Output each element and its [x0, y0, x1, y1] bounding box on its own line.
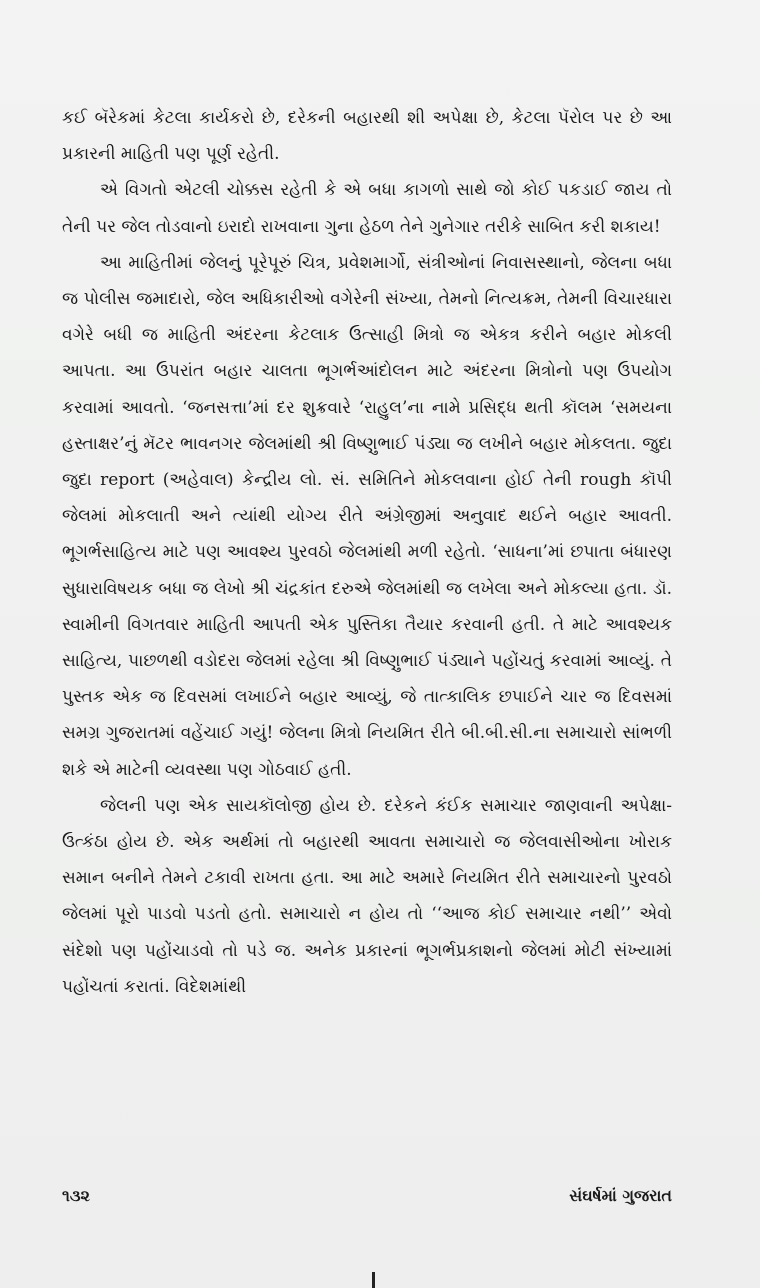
page-footer [62, 1186, 672, 1216]
paragraph-3: આ માહિતીમાં જેલનું પૂરેપૂરું ચિત્ર, પ્રવેશમાર્ગો, સંત્રીઓનાં નિવાસસ્થાનો, જેલના બધા જ પોલીસ જમાદારો, જેલ અધિકારીઓ વગેરેની સંખ્યા, તેમનો નિત્યક્રમ, તેમની વિચારધારા વગેરે બધી જ માહિતી અંદરના કેટલાક ઉત્સાહી મિત્રો જ એકત્ર કરીને બહાર મોકલી આપતા. આ ઉપરાંત બહાર ચાલતા ભૂગર્ભઆંદોલન માટે અંદરના મિત્રોનો પણ ઉપયોગ કરવામાં આવતો. ‘જનસત્તા’માં દર શુક્રવારે ‘રાહુલ’ના નામે પ્રસિદ્ધ થતી કૉલમ ‘સમયના હસ્તાક્ષર’નું મૅટર ભાવનગર જેલમાંથી શ્રી વિષ્ણુભાઈ પંડ્યા જ લખીને બહાર મોકલતા. જુદા જુદા report (અહેવાલ) કેન્દ્રીય લો. સં. સમિતિને મોકલવાના હોઈ તેની rough કૉપી જેલમાં મોકલાતી અને ત્યાંથી યોગ્ય રીતે અંગ્રેજીમાં અનુવાદ થઈને બહાર આવતી. ભૂગર્ભસાહિત્ય માટે પણ આવશ્ય પુરવઠો જેલમાંથી મળી રહેતો. ‘સાધના’માં છપાતા બંધારણ સુધારાવિષયક બધા જ લેખો શ્રી ચંદ્રકાંત દરુએ જેલમાંથી જ લખેલા અને મોકલ્યા હતા. ડૉ. સ્વામીની વિગતવાર માહિતી આપતી એક પુસ્તિકા તૈયાર કરવાની હતી. તે માટે આવશ્યક સાહિત્ય, પાછળથી વડોદરા જેલમાં રહેલા શ્રી વિષ્ણુભાઈ પંડ્યાને પહોંચતું કરવામાં આવ્યું. તે પુસ્તક એક જ દિવસમાં લખાઈને બહાર આવ્યું, જે તાત્કાલિક છપાઈને ચાર જ દિવસમાં સમગ્ર ગુજરાતમાં વહેંચાઈ ગયું! જેલના મિત્રો નિયમિત રીતે બી.બી.સી.ના સમાચારો સાંભળી શકે એ માટેની વ્યવસ્થા પણ ગોઠવાઈ હતી. [62, 252, 672, 780]
paragraph-4: જેલની પણ એક સાયકૉલોજી હોય છે. દરેકને કંઈક સમાચાર જાણવાની અપેક્ષા-ઉત્કંઠા હોય છે. એક અર્થમાં તો બહારથી આવતા સમાચારો જ જેલવાસીઓના ખોરાક સમાન બનીને તેમને ટકાવી રાખતા હતા. આ માટે અમારે નિયમિત રીતે સમાચારનો પુરવઠો જેલમાં પૂરો પાડવો પડતો હતો. સમાચારો ન હોય તો ‘‘આજ કોઈ સમાચાર નથી’’ એવો સંદેશો પણ પહોંચાડવો તો પડે જ. અનેક પ્રકારનાં ભૂગર્ભપ્રકાશનો જેલમાં મોટી સંખ્યામાં પહોંચતાં કરાતાં. વિદેશમાંથી [62, 795, 672, 997]
running-title: સંઘર્ષમાં ગુજરાત [569, 1186, 672, 1205]
binding-mark [372, 1272, 375, 1288]
paragraph-1: કઈ બૅરેકમાં કેટલા કાર્યકરો છે, દરેકની બહારથી શી અપેક્ષા છે, કેટલા પૅરોલ પર છે આ પ્રકારની માહિતી પણ પૂર્ણ રહેતી. [62, 108, 672, 165]
page-number: ૧૩૨ [62, 1186, 90, 1205]
paragraph-2: એ વિગતો એટલી ચોક્કસ રહેતી કે એ બધા કાગળો સાથે જો કોઈ પકડાઈ જાય તો તેની પર જેલ તોડવાનો ઇરાદો રાખવાના ગુના હેઠળ તેને ગુનેગાર તરીકે સાબિત કરી શકાય! [62, 180, 672, 237]
body-text [62, 100, 672, 1005]
